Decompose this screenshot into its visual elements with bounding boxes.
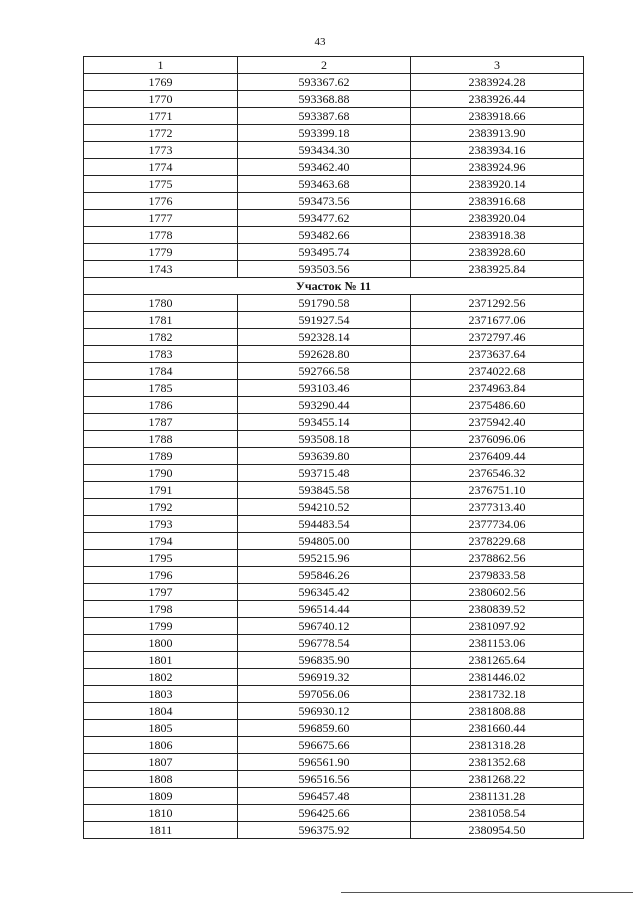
column-header-x-coordinate: 2	[238, 57, 411, 74]
cell-point-number: 1790	[84, 465, 238, 482]
table-body	[84, 74, 584, 839]
cell-x-coordinate: 593482.66	[238, 227, 411, 244]
cell-x-coordinate: 596740.12	[238, 618, 411, 635]
table-row	[84, 618, 584, 635]
cell-point-number: 1808	[84, 771, 238, 788]
cell-y-coordinate: 2372797.46	[411, 329, 584, 346]
table-row	[84, 142, 584, 159]
cell-y-coordinate: 2380954.50	[411, 822, 584, 839]
cell-x-coordinate: 592766.58	[238, 363, 411, 380]
cell-y-coordinate: 2381268.22	[411, 771, 584, 788]
cell-x-coordinate: 595846.26	[238, 567, 411, 584]
table-row	[84, 397, 584, 414]
cell-point-number: 1811	[84, 822, 238, 839]
table-row	[84, 193, 584, 210]
cell-y-coordinate: 2383920.14	[411, 176, 584, 193]
cell-point-number: 1793	[84, 516, 238, 533]
cell-point-number: 1810	[84, 805, 238, 822]
cell-point-number: 1806	[84, 737, 238, 754]
table-row	[84, 465, 584, 482]
cell-x-coordinate: 593503.56	[238, 261, 411, 278]
table-header-row	[84, 57, 584, 74]
cell-x-coordinate: 597056.06	[238, 686, 411, 703]
table-row	[84, 91, 584, 108]
cell-y-coordinate: 2381446.02	[411, 669, 584, 686]
table-row	[84, 414, 584, 431]
table-row	[84, 652, 584, 669]
cell-x-coordinate: 596561.90	[238, 754, 411, 771]
cell-y-coordinate: 2383926.44	[411, 91, 584, 108]
cell-y-coordinate: 2383924.28	[411, 74, 584, 91]
cell-x-coordinate: 593477.62	[238, 210, 411, 227]
cell-x-coordinate: 595215.96	[238, 550, 411, 567]
cell-x-coordinate: 596835.90	[238, 652, 411, 669]
cell-x-coordinate: 596345.42	[238, 584, 411, 601]
table-row	[84, 788, 584, 805]
cell-point-number: 1804	[84, 703, 238, 720]
cell-y-coordinate: 2380839.52	[411, 601, 584, 618]
cell-y-coordinate: 2375486.60	[411, 397, 584, 414]
cell-point-number: 1803	[84, 686, 238, 703]
cell-y-coordinate: 2381131.28	[411, 788, 584, 805]
table-row	[84, 567, 584, 584]
cell-y-coordinate: 2373637.64	[411, 346, 584, 363]
cell-point-number: 1809	[84, 788, 238, 805]
cell-x-coordinate: 593290.44	[238, 397, 411, 414]
cell-point-number: 1779	[84, 244, 238, 261]
table-row	[84, 703, 584, 720]
table-row	[84, 346, 584, 363]
table-row	[84, 805, 584, 822]
cell-point-number: 1802	[84, 669, 238, 686]
table-row	[84, 431, 584, 448]
cell-x-coordinate: 594805.00	[238, 533, 411, 550]
table-row	[84, 74, 584, 91]
cell-y-coordinate: 2381097.92	[411, 618, 584, 635]
cell-x-coordinate: 592328.14	[238, 329, 411, 346]
cell-y-coordinate: 2381808.88	[411, 703, 584, 720]
cell-point-number: 1777	[84, 210, 238, 227]
cell-x-coordinate: 596516.56	[238, 771, 411, 788]
cell-point-number: 1781	[84, 312, 238, 329]
cell-x-coordinate: 593639.80	[238, 448, 411, 465]
cell-x-coordinate: 596778.54	[238, 635, 411, 652]
page-number: 43	[314, 36, 326, 48]
cell-point-number: 1805	[84, 720, 238, 737]
cell-point-number: 1770	[84, 91, 238, 108]
cell-y-coordinate: 2380602.56	[411, 584, 584, 601]
cell-y-coordinate: 2381318.28	[411, 737, 584, 754]
cell-x-coordinate: 593387.68	[238, 108, 411, 125]
cell-y-coordinate: 2375942.40	[411, 414, 584, 431]
cell-y-coordinate: 2378862.56	[411, 550, 584, 567]
cell-point-number: 1783	[84, 346, 238, 363]
cell-y-coordinate: 2377734.06	[411, 516, 584, 533]
cell-x-coordinate: 596425.66	[238, 805, 411, 822]
cell-point-number: 1743	[84, 261, 238, 278]
table-row	[84, 601, 584, 618]
cell-y-coordinate: 2383934.16	[411, 142, 584, 159]
cell-point-number: 1784	[84, 363, 238, 380]
section-title: Участок № 11	[84, 278, 584, 295]
cell-point-number: 1782	[84, 329, 238, 346]
cell-y-coordinate: 2376546.32	[411, 465, 584, 482]
cell-y-coordinate: 2383913.90	[411, 125, 584, 142]
cell-x-coordinate: 596859.60	[238, 720, 411, 737]
cell-x-coordinate: 592628.80	[238, 346, 411, 363]
table-row	[84, 771, 584, 788]
cell-x-coordinate: 593508.18	[238, 431, 411, 448]
cell-x-coordinate: 593495.74	[238, 244, 411, 261]
cell-y-coordinate: 2383918.66	[411, 108, 584, 125]
column-header-y-coordinate: 3	[411, 57, 584, 74]
table-row	[84, 108, 584, 125]
cell-x-coordinate: 593473.56	[238, 193, 411, 210]
table-row	[84, 210, 584, 227]
table-row	[84, 584, 584, 601]
table-row	[84, 261, 584, 278]
cell-point-number: 1807	[84, 754, 238, 771]
cell-y-coordinate: 2381153.06	[411, 635, 584, 652]
table-row	[84, 754, 584, 771]
table-row	[84, 635, 584, 652]
cell-point-number: 1780	[84, 295, 238, 312]
cell-point-number: 1787	[84, 414, 238, 431]
table-row	[84, 176, 584, 193]
cell-y-coordinate: 2371292.56	[411, 295, 584, 312]
cell-point-number: 1791	[84, 482, 238, 499]
cell-x-coordinate: 593368.88	[238, 91, 411, 108]
table-row	[84, 720, 584, 737]
section-row	[84, 278, 584, 295]
coordinates-table	[83, 56, 584, 839]
table-row	[84, 244, 584, 261]
table-row	[84, 686, 584, 703]
cell-point-number: 1789	[84, 448, 238, 465]
cell-x-coordinate: 596514.44	[238, 601, 411, 618]
cell-y-coordinate: 2379833.58	[411, 567, 584, 584]
table-row	[84, 295, 584, 312]
cell-point-number: 1788	[84, 431, 238, 448]
cell-point-number: 1801	[84, 652, 238, 669]
cell-point-number: 1773	[84, 142, 238, 159]
cell-x-coordinate: 596930.12	[238, 703, 411, 720]
cell-point-number: 1769	[84, 74, 238, 91]
cell-y-coordinate: 2381660.44	[411, 720, 584, 737]
cell-x-coordinate: 594210.52	[238, 499, 411, 516]
cell-y-coordinate: 2381352.68	[411, 754, 584, 771]
table-row	[84, 822, 584, 839]
cell-y-coordinate: 2371677.06	[411, 312, 584, 329]
cell-point-number: 1771	[84, 108, 238, 125]
cell-x-coordinate: 593399.18	[238, 125, 411, 142]
cell-y-coordinate: 2383918.38	[411, 227, 584, 244]
bottom-rule	[341, 892, 633, 893]
cell-x-coordinate: 591790.58	[238, 295, 411, 312]
table-row	[84, 737, 584, 754]
table-row	[84, 363, 584, 380]
cell-x-coordinate: 593462.40	[238, 159, 411, 176]
cell-point-number: 1772	[84, 125, 238, 142]
cell-x-coordinate: 593434.30	[238, 142, 411, 159]
cell-y-coordinate: 2374022.68	[411, 363, 584, 380]
table-row	[84, 516, 584, 533]
table-row	[84, 499, 584, 516]
cell-point-number: 1774	[84, 159, 238, 176]
table-row	[84, 380, 584, 397]
cell-y-coordinate: 2377313.40	[411, 499, 584, 516]
cell-point-number: 1799	[84, 618, 238, 635]
cell-point-number: 1785	[84, 380, 238, 397]
cell-y-coordinate: 2381058.54	[411, 805, 584, 822]
cell-y-coordinate: 2383916.68	[411, 193, 584, 210]
cell-point-number: 1795	[84, 550, 238, 567]
cell-point-number: 1800	[84, 635, 238, 652]
cell-x-coordinate: 593463.68	[238, 176, 411, 193]
cell-point-number: 1775	[84, 176, 238, 193]
cell-y-coordinate: 2381265.64	[411, 652, 584, 669]
cell-point-number: 1786	[84, 397, 238, 414]
column-header-point-number: 1	[84, 57, 238, 74]
cell-y-coordinate: 2376409.44	[411, 448, 584, 465]
table-row	[84, 125, 584, 142]
cell-x-coordinate: 593845.58	[238, 482, 411, 499]
cell-point-number: 1776	[84, 193, 238, 210]
cell-point-number: 1798	[84, 601, 238, 618]
cell-x-coordinate: 593103.46	[238, 380, 411, 397]
cell-y-coordinate: 2383920.04	[411, 210, 584, 227]
table-row	[84, 329, 584, 346]
table-row	[84, 312, 584, 329]
cell-x-coordinate: 596375.92	[238, 822, 411, 839]
cell-x-coordinate: 591927.54	[238, 312, 411, 329]
cell-y-coordinate: 2376096.06	[411, 431, 584, 448]
table-row	[84, 669, 584, 686]
cell-x-coordinate: 593455.14	[238, 414, 411, 431]
cell-x-coordinate: 593367.62	[238, 74, 411, 91]
cell-y-coordinate: 2383925.84	[411, 261, 584, 278]
cell-x-coordinate: 594483.54	[238, 516, 411, 533]
cell-point-number: 1778	[84, 227, 238, 244]
cell-x-coordinate: 593715.48	[238, 465, 411, 482]
cell-x-coordinate: 596919.32	[238, 669, 411, 686]
table-row	[84, 550, 584, 567]
table-row	[84, 482, 584, 499]
cell-y-coordinate: 2383928.60	[411, 244, 584, 261]
cell-point-number: 1797	[84, 584, 238, 601]
table-row	[84, 227, 584, 244]
cell-y-coordinate: 2374963.84	[411, 380, 584, 397]
cell-x-coordinate: 596457.48	[238, 788, 411, 805]
cell-y-coordinate: 2378229.68	[411, 533, 584, 550]
cell-x-coordinate: 596675.66	[238, 737, 411, 754]
table-row	[84, 159, 584, 176]
cell-y-coordinate: 2376751.10	[411, 482, 584, 499]
table-row	[84, 448, 584, 465]
cell-point-number: 1792	[84, 499, 238, 516]
cell-y-coordinate: 2381732.18	[411, 686, 584, 703]
cell-point-number: 1796	[84, 567, 238, 584]
cell-point-number: 1794	[84, 533, 238, 550]
table-row	[84, 533, 584, 550]
cell-y-coordinate: 2383924.96	[411, 159, 584, 176]
